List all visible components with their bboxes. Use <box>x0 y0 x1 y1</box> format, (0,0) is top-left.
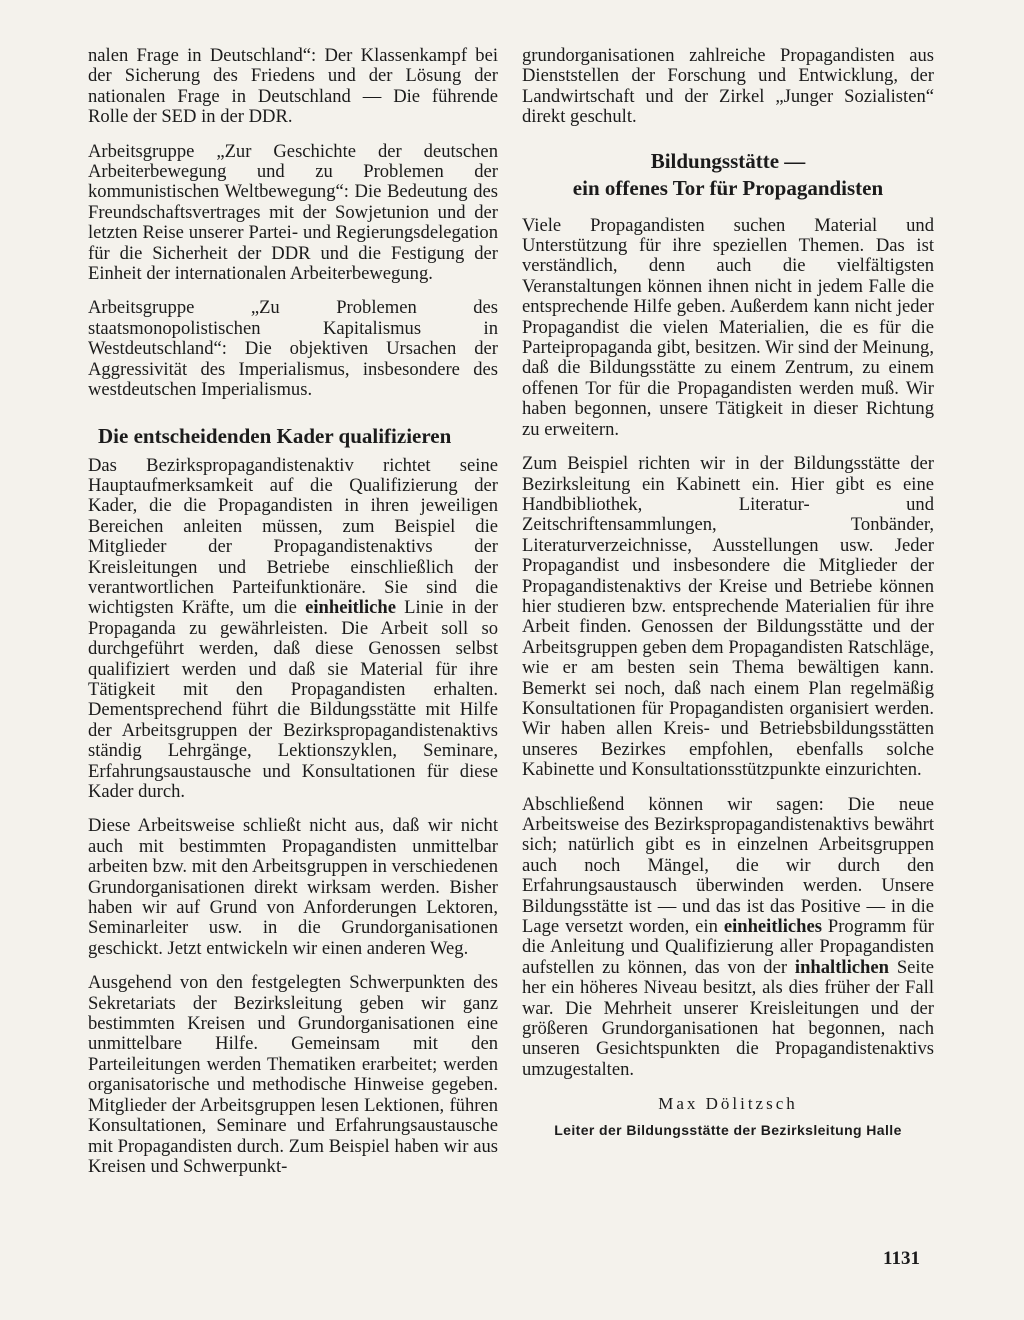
right-column <box>522 46 934 1138</box>
paragraph: Diese Arbeitsweise schließt nicht aus, daß wir nicht auch mit bestimmten Propagandisten unmittelbar arbeiten bzw. mit den Arbeitsgruppen in verschiedenen Grundorganisationen direkt wirksam werden. Bisher haben wir auf Grund von Anforderungen Lektoren, Seminarleiter usw. in die Grundorganisationen geschickt. Jetzt entwickeln wir einen anderen Weg. <box>88 815 498 959</box>
heading-line: ein offenes Tor für Propagandisten <box>572 175 884 200</box>
paragraph: Viele Propagandisten suchen Material und Unterstützung für ihre speziellen Themen. Das ist verständlich, denn auch die vielfältigsten Veranstaltungen können ihnen nicht in jedem Falle die entsprechende Hilfe geben. Außerdem kann nicht jeder Propagandist die vielen Materialien, die es für die Parteipropaganda gibt, besitzen. Wir sind der Meinung, daß die Bildungsstätte zu einem Zentrum, zu einem offenen Tor für die Propagandisten werden muß. Wir haben begonnen, unsere Tätigkeit in dieser Richtung zu erweitern. <box>522 214 934 440</box>
paragraph: Zum Beispiel richten wir in der Bildungsstätte der Bezirksleitung ein Kabinett ein. Hier gibt es eine Handbibliothek, Literatur- und Zeitschriftensammlungen, Tonbänder, Literaturverzeichnisse, Ausstellungen usw. Jeder Propagandist und insbesondere die Mitglieder der Propagandistenaktivs der Kreise und Betriebe können hier studieren bzw. entsprechende Materialien für ihre Arbeit finden. Genossen der Bildungsstätte und der Arbeitsgruppen geben dem Propagandisten Ratschläge, wie er am besten sein Thema bewältigen kann. Bemerkt sei noch, daß nach einem Plan regelmäßig Konsultationen für Propagandisten organisiert werden. Wir haben allen Kreis- und Betriebsbildungsstätten unseres Bezirkes empfohlen, ebenfalls solche Kabinette und Konsultationsstützpunkte einzurichten. <box>522 453 934 781</box>
page-number: 1131 <box>883 1248 920 1269</box>
text-run: Das Bezirkspropagandistenaktiv richtet seine Hauptaufmerksamkeit auf die Qualifizierung der Kader, die die Propagandisten in ihren jeweiligen Bereichen anleiten müssen, zum Beispiel die Mitglieder der Propagandistenaktivs der Kreisleitungen und Betriebe einschließlich der verantwortlichen Parteifunktionäre. Sie sind die wichtigsten Kräfte, um die <box>88 454 498 619</box>
paragraph: Arbeitsgruppe „Zur Geschichte der deutschen Arbeiterbewegung und zu Problemen der kommunistischen Weltbewegung“: Die Bedeutung des Freundschaftsvertrages mit der Sowjetunion und der letzten Reise unserer Partei- und Regierungsdelegation für die Sicherheit der DDR und die Festigung der Einheit der internationalen Arbeiterbewegung. <box>88 140 498 285</box>
paragraph: Ausgehend von den festgelegten Schwerpunkten des Sekretariats der Bezirksleitung geben wir ganz bestimmten Kreisen und Grundorganisationen eine unmittelbare Hilfe. Gemeinsam mit den Parteileitungen werden Thematiken erarbeitet; werden organisatorische und methodische Hinweise gegeben. Mitglieder der Arbeitsgruppen lesen Lektionen, führen Konsultationen, Seminare und Erfahrungsaustausche mit Propagandisten durch. Zum Beispiel haben wir aus Kreisen und Schwerpunkt- <box>88 972 498 1177</box>
paragraph: nalen Frage in Deutschland“: Der Klassenkampf bei der Sicherung des Friedens und der Lösung der nationalen Frage in Deutschland — Die führende Rolle der SED in der DDR. <box>88 45 498 128</box>
author-name: Max Dölitzsch <box>658 1094 798 1114</box>
paragraph: grundorganisationen zahlreiche Propagandisten aus Dienststellen der Forschung und Entwicklung, der Landwirtschaft und der Zirkel „Junger Sozialisten“ direkt geschult. <box>522 45 934 128</box>
heading-line: Bildungsstätte — <box>650 148 806 173</box>
paragraph: Arbeitsgruppe „Zu Problemen des staatsmonopolistischen Kapitalismus in Westdeutschland“: Die objektiven Ursachen der Aggressivität des Imperialismus, insbesondere des westdeutschen Imperialismus. <box>88 297 498 401</box>
paragraph <box>88 456 498 803</box>
text-run: Programm für die Anleitung und Qualifizierung aller Propagandisten aufstellen zu können, das von der <box>522 916 934 978</box>
text-run: Seite her ein höheres Niveau besitzt, als dies früher der Fall war. Die Mehrheit unserer Kreisleitungen und der größeren Grundorganisationen hat begonnen, nach unseren Gesichtspunkten die Propagandistenaktivs umzugestalten. <box>522 956 934 1080</box>
text-run: Abschließend können wir sagen: Die neue Arbeitsweise des Bezirkspropagandistenaktivs bewährt sich; natürlich gibt es in einzelnen Arbeitsgruppen auch noch Mängel, die wir durch den Erfahrungsaustausch überwinden werden. Unsere Bildungsstätte ist — und das ist das Positive — in die Lage versetzt worden, ein <box>522 793 934 938</box>
author-role: Leiter der Bildungsstätte der Bezirksleitung Halle <box>554 1122 902 1139</box>
section-heading: Die entscheidenden Kader qualifizieren <box>98 423 452 448</box>
bold-text: einheitliche <box>305 597 396 619</box>
paragraph <box>522 795 934 1081</box>
left-column <box>88 46 498 1191</box>
section-heading <box>522 148 934 202</box>
text-run: Linie in der Propaganda zu gewährleisten. Die Arbeit soll so durchgeführt werden, daß diese Genossen selbst qualifiziert werden und daß sie Material für ihre Tätigkeit mit den Propagandisten erhalten. Dementsprechend führt die Bildungsstätte mit Hilfe der Arbeitsgruppen der Bezirkspropagandistenaktivs ständig Lehrgänge, Lektionszyklen, Seminare, Erfahrungsaustausche und Konsultationen für diese Kader durch. <box>88 597 498 802</box>
bold-text: inhaltlichen <box>794 956 889 978</box>
bold-text: einheitliches <box>723 916 822 938</box>
